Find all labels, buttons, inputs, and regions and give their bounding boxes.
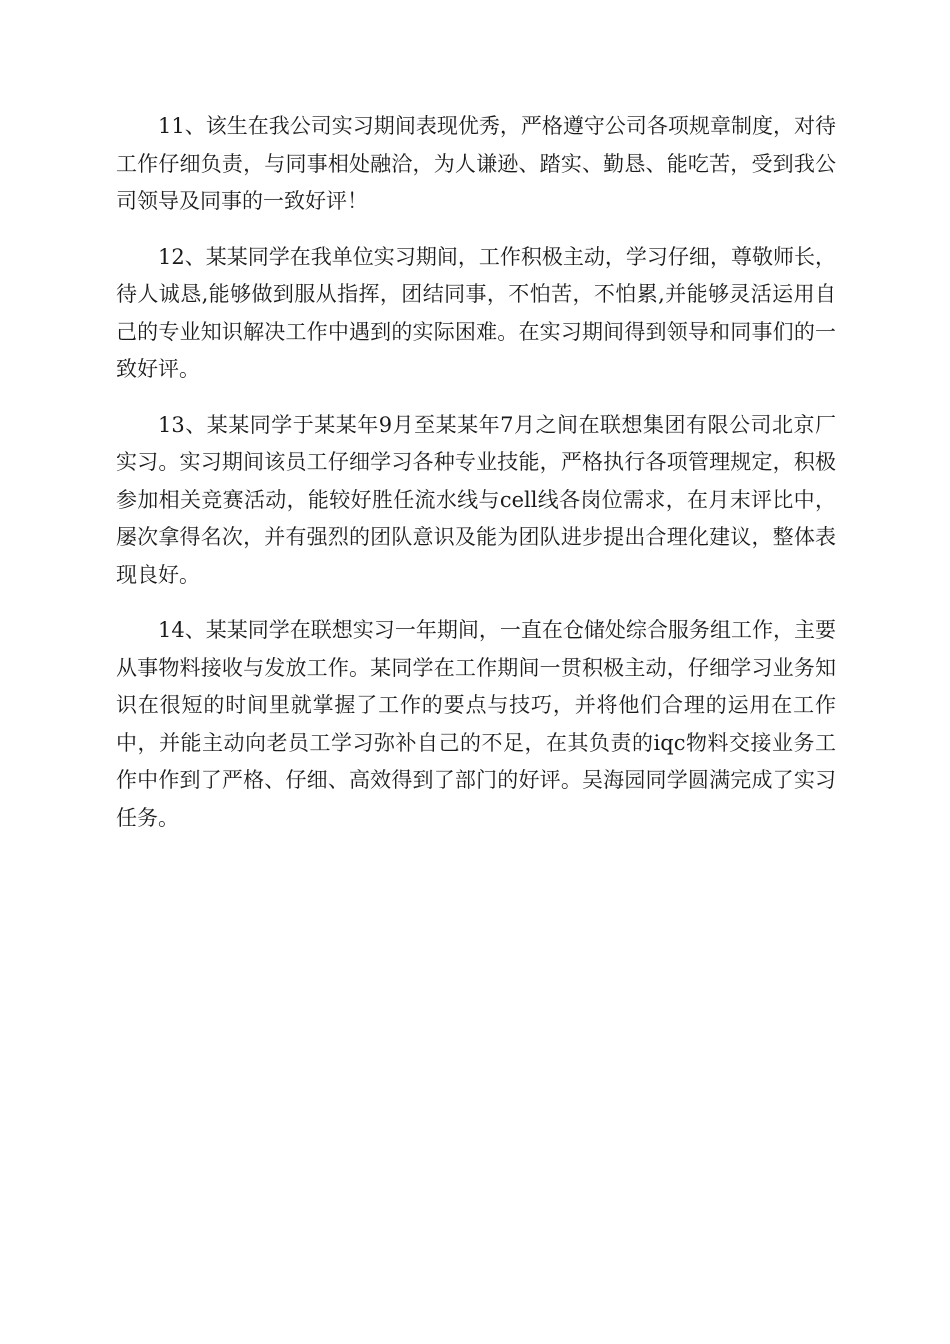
paragraph-11: 11、该生在我公司实习期间表现优秀，严格遵守公司各项规章制度，对待工作仔细负责，与同事相处融洽，为人谦逊、踏实、勤恳、能吃苦，受到我公司领导及同事的一致好评！ bbox=[116, 114, 836, 213]
paragraph-12: 12、某某同学在我单位实习期间，工作积极主动，学习仔细，尊敬师长，待人诚恳,能够做到服从指挥，团结同事，不怕苦，不怕累,并能够灵活运用自己的专业知识解决工作中遇到的实际困难。在实习期间得到领导和同事们的一致好评。 bbox=[116, 244, 836, 381]
document-body bbox=[116, 108, 836, 855]
paragraph-13: 13、某某同学于某某年9月至某某年7月之间在联想集团有限公司北京厂实习。实习期间该员工仔细学习各种专业技能，严格执行各项管理规定，积极参加相关竞赛活动，能较好胜任流水线与cell线各岗位需求，在月末评比中，屡次拿得名次，并有强烈的团队意识及能为团队进步提出合理化建议，整体表现良好。 bbox=[116, 412, 836, 587]
paragraph-14: 14、某某同学在联想实习一年期间，一直在仓储处综合服务组工作，主要从事物料接收与发放工作。某同学在工作期间一贯积极主动，仔细学习业务知识在很短的时间里就掌握了工作的要点与技巧，并将他们合理的运用在工作中，并能主动向老员工学习弥补自己的不足，在其负责的iqc物料交接业务工作中作到了严格、仔细、高效得到了部门的好评。吴海园同学圆满完成了实习任务。 bbox=[116, 618, 836, 830]
